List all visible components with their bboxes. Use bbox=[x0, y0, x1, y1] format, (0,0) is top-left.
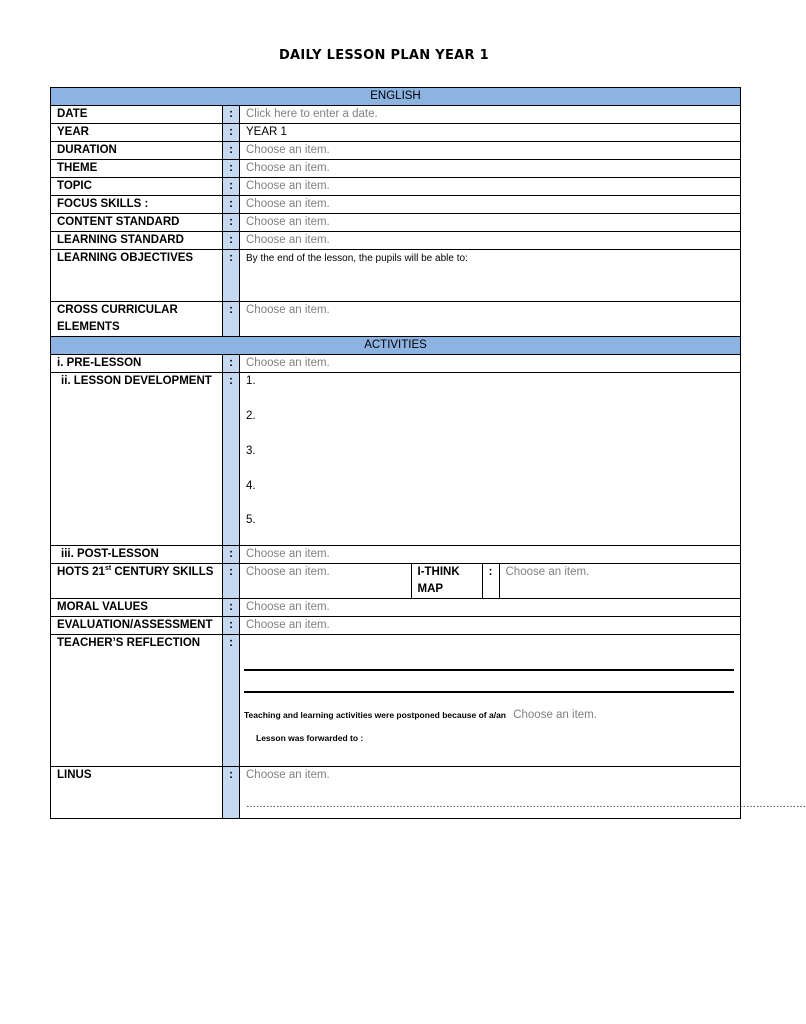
colon-separator: : bbox=[223, 232, 240, 250]
hots-dropdown[interactable]: Choose an item. bbox=[246, 566, 330, 578]
colon-separator: : bbox=[223, 546, 240, 564]
learning-objectives-field[interactable]: By the end of the lesson, the pupils will be able to: bbox=[240, 250, 741, 302]
row-label-year: YEAR bbox=[51, 124, 223, 142]
theme-dropdown[interactable]: Choose an item. bbox=[240, 160, 741, 178]
focus-skills-dropdown[interactable]: Choose an item. bbox=[240, 196, 741, 214]
hots-inner-table bbox=[240, 564, 740, 598]
content-standard-dropdown[interactable]: Choose an item. bbox=[240, 214, 741, 232]
colon-separator: : bbox=[223, 142, 240, 160]
row-label-content-standard: CONTENT STANDARD bbox=[51, 214, 223, 232]
ithink-map-dropdown[interactable]: Choose an item. bbox=[499, 564, 740, 598]
lesson-step: 5. bbox=[246, 514, 256, 526]
row-label-cross-curricular: CROSS CURRICULAR ELEMENTS bbox=[51, 302, 223, 337]
colon-separator: : bbox=[223, 617, 240, 635]
hots-label-sup: st bbox=[104, 565, 112, 573]
colon-separator: : bbox=[223, 355, 240, 373]
lesson-step: 4. bbox=[246, 480, 256, 492]
row-label-hots bbox=[51, 564, 223, 599]
row-label-learning-objectives: LEARNING OBJECTIVES bbox=[51, 250, 223, 302]
colon-separator: : bbox=[223, 214, 240, 232]
row-label-post-lesson: iii. POST-LESSON bbox=[51, 546, 223, 564]
date-field[interactable]: Click here to enter a date. bbox=[240, 106, 741, 124]
colon-separator: : bbox=[223, 106, 240, 124]
row-label-date: DATE bbox=[51, 106, 223, 124]
evaluation-dropdown[interactable]: Choose an item. bbox=[240, 617, 741, 635]
colon-separator: : bbox=[223, 564, 240, 599]
row-label-duration: DURATION bbox=[51, 142, 223, 160]
topic-dropdown[interactable]: Choose an item. bbox=[240, 178, 741, 196]
moral-values-dropdown[interactable]: Choose an item. bbox=[240, 599, 741, 617]
colon-separator: : bbox=[223, 767, 240, 819]
forwarded-text: Lesson was forwarded to : bbox=[256, 733, 364, 743]
hots-label-main: HOTS 21 bbox=[57, 566, 105, 578]
colon-separator: : bbox=[223, 635, 240, 767]
post-lesson-dropdown[interactable]: Choose an item. bbox=[240, 546, 741, 564]
colon-separator: : bbox=[223, 302, 240, 337]
linus-field[interactable] bbox=[240, 767, 806, 819]
ithink-map-label: I-THINK MAP bbox=[411, 564, 482, 598]
colon-separator: : bbox=[223, 250, 240, 302]
lesson-step: 2. bbox=[246, 410, 256, 422]
section-header-activities: ACTIVITIES bbox=[51, 337, 741, 355]
pre-lesson-dropdown[interactable]: Choose an item. bbox=[240, 355, 741, 373]
row-label-learning-standard: LEARNING STANDARD bbox=[51, 232, 223, 250]
row-label-reflection: TEACHER’S REFLECTION bbox=[51, 635, 223, 767]
year-field[interactable]: YEAR 1 bbox=[240, 124, 741, 142]
row-label-theme: THEME bbox=[51, 160, 223, 178]
reflection-field[interactable] bbox=[240, 635, 741, 767]
postponed-reason-dropdown[interactable]: Choose an item. bbox=[513, 709, 597, 721]
colon-separator: : bbox=[223, 599, 240, 617]
colon-separator: : bbox=[223, 196, 240, 214]
linus-dotted-line: …………………………………………………………………………………………………………………………………………………… bbox=[246, 799, 806, 810]
colon-separator: : bbox=[223, 373, 240, 546]
row-label-topic: TOPIC bbox=[51, 178, 223, 196]
row-label-moral-values: MORAL VALUES bbox=[51, 599, 223, 617]
row-label-focus-skills: FOCUS SKILLS : bbox=[51, 196, 223, 214]
lesson-step: 3. bbox=[246, 445, 256, 457]
lesson-plan-table bbox=[50, 87, 806, 819]
hots-label-rest: CENTURY SKILLS bbox=[111, 566, 214, 578]
row-label-pre-lesson: i. PRE-LESSON bbox=[51, 355, 223, 373]
row-label-linus: LINUS bbox=[51, 767, 223, 819]
duration-dropdown[interactable]: Choose an item. bbox=[240, 142, 741, 160]
page-title: DAILY LESSON PLAN YEAR 1 bbox=[278, 48, 490, 63]
row-label-evaluation: EVALUATION/ASSESSMENT bbox=[51, 617, 223, 635]
postponed-text: Teaching and learning activities were postponed because of a/an bbox=[244, 710, 506, 720]
lesson-step: 1. bbox=[246, 375, 256, 387]
cross-curricular-dropdown[interactable]: Choose an item. bbox=[240, 302, 741, 337]
section-header-english: ENGLISH bbox=[51, 88, 741, 106]
colon-separator: : bbox=[482, 564, 499, 598]
colon-separator: : bbox=[223, 124, 240, 142]
colon-separator: : bbox=[223, 160, 240, 178]
row-label-lesson-development: ii. LESSON DEVELOPMENT bbox=[51, 373, 223, 546]
linus-dropdown[interactable]: Choose an item. bbox=[246, 769, 330, 781]
learning-standard-dropdown[interactable]: Choose an item. bbox=[240, 232, 741, 250]
lesson-development-field[interactable] bbox=[240, 373, 741, 546]
hots-cell bbox=[240, 564, 741, 599]
colon-separator: : bbox=[223, 178, 240, 196]
